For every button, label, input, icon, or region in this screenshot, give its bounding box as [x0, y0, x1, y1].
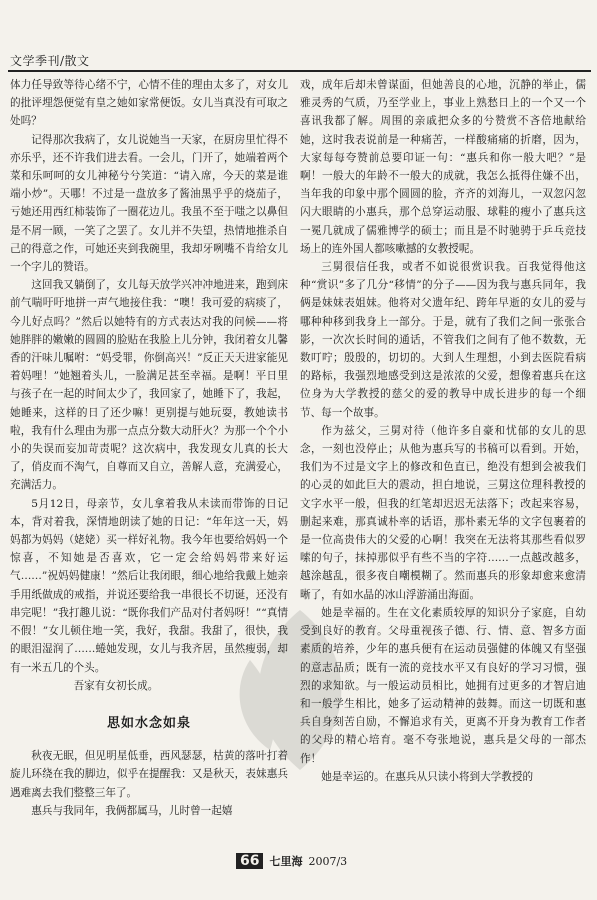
paragraph: 戏，成年后却未曾谋面，但她善良的心地，沉静的举止，儒雅灵秀的气质，乃至学业上，事业上熟愁日上的一个又一个喜讯我都了解。周围的亲戚把众多的兮赞赏不吝倍地献给她，这时我表说前是一种痛苦，一样酸痛痛的折磨，因为，大家每每夸赞前总要印证一句：“惠兵和你一般大吧？”是啊！一般大的年龄不一般大的成就，我怎么抵得住嫌不出，当年我的印象中那个圆圆的脸，齐齐的刘海儿，一双忽闪忽闪大眼睛的小惠兵，那个总穿运动服、球鞋的瘦小了惠兵这一冕几就成了儒雅博学的硕士；而且是不时驰骋于乒乓竞技场上的连外国人都咳嗽撼的女教授呢。	[300, 79, 586, 255]
header-rule	[8, 70, 591, 72]
paragraph: 秋夜无眠，但见明星低垂，西风瑟瑟，枯黄的落叶打着旋儿环绕在我的脚边，似乎在提醒我：又是秋天，表妹惠兵遇难离去我们整整三年了。	[10, 750, 288, 799]
paragraph: 三舅很信任我，或者不如说很赏识我。百我觉得他这种“赏识”多了几分“移情”的分子——因为我与惠兵同年，我俩是妹妹表姐妹。他将对父遗年纪、跨年早逝的女儿的爱与哪种种移到我身上一部分。于是，就有了我们之间一张张合影，一次次长时间的通话，不管我们之间有了他不数数，无数叮咛；殷殷的，切切的。大到人生理想，小到去医院看病的路标，我强烈地感受到这是浓浓的父爱，想像着惠兵在这位身为大学教授的慈父的爱的教导中成长进步的每一个细节、每一个故事。	[300, 261, 586, 419]
paragraph: 体力任导致等待心绪不宁，心情不佳的理由太多了，对女儿的批评埋怨便觉有皇之她如家常便饭。女儿当真没有可取之处吗？	[10, 79, 288, 128]
running-header: 文学季刊/散文	[10, 54, 90, 68]
page-number: 66	[236, 853, 263, 869]
paragraph: 她是幸福的。生在文化素质较厚的知识分子家庭，自幼受到良好的教育。父母重视孩子德、行、情、意、智多方面素质的培养，少年的惠兵便有在运动员强健的体魄又有坚强的意志品质；既有一流的竞技水平又有良好的学习习惯，强烈的求知欲。与一般运动员相比，她拥有过更多的才智启迪和一般学生相比，她多了运动精神的鼓舞。而这一切既和惠兵自身刻苦自励，不懈追求有关，更离不开身为教育工作者的父母的精心培育。毫不夸张地说，惠兵是父母的一部杰作！	[300, 606, 586, 765]
paragraph: 作为兹父，三舅对待（他许多自豪和忧郁的女儿的思念，一刻也没停止；从他为惠兵写的书稿可以看到。开始，我们为不过是文字上的修改和色直已，绝没有想到会被我们的心灵的如此巨大的震动，担白地说，三舅这位理科教授的文字水平一般，但我的红笔却迟迟无法落下；改起来容易，删起来难，那真诚朴率的话语，那朴素无华的文字包裹着的是一位高贵伟大的父爱的心啊！我突在无法将其那些看似罗嗦的句子，抹掉那似乎有些不当的字符……一点越改越多，越涂越乱，很多夜自嘲模糊了。然而惠兵的形象却愈来愈清晰了，有如水晶的冰山浮游涌出海面。	[300, 424, 586, 601]
closing-line: 吾家有女初长成。	[73, 679, 159, 692]
section-title: 思如水念如泉	[106, 715, 191, 731]
left-column	[10, 76, 288, 820]
page-footer	[236, 853, 347, 869]
issue-label: 2007/3	[308, 854, 348, 868]
paragraph: 惠兵与我同年，我俩都属马，儿时曾一起嬉	[31, 804, 233, 817]
paragraph: 这回我又躺倒了，女儿每天放学兴冲冲地进来，跑到床前气喘吁吁地拼一声气地接住我：“噢！我可爱的病痰了，今儿好点吗？”然后以她特有的方式表达对我的问候——将她胖胖的嫩嫩的圆圆的脸贴在我脸上儿分钟，我闭着女儿馨香的汗味儿嘱咐：“妈受罪，你倒高兴！”反正天天进家能见着妈哩！”她翘着头儿，一脸满足甚至幸福。是啊！平日里与孩子在一起的时间太少了，我回家了，她睡下了，我起，她睡来，这样的日了还少嘛！更别提与她玩耍，教她读书啦，我有什么理由为那一点点分数大动肝火？为那一个个小小的失误而妄加苛责呢？这次病中，我发现女儿真的长大了，俏皮而不淘气，自尊而又自立，善解人意，充满爱心，充满活力。	[10, 279, 288, 492]
magazine-name: 七里海	[269, 855, 303, 868]
paragraph: 她是幸运的。在惠兵从只读小将到大学教授的	[321, 770, 534, 783]
right-column	[300, 76, 586, 786]
paragraph: 记得那次我病了，女儿说她当一天家，在厨房里忙得不亦乐乎，还不许我们进去看。一会儿，门开了，她端着两个菜和乐呵呵的女儿神秘兮兮笑道：“请入席，今天的菜是谁端小炒”。天哪！不过是一盘放多了酱油黑乎乎的烧茄子，亏她还用西红柿装饰了一圈花边儿。我虽不至于嗤之以鼻但是不屑一顾，一笑了之罢了。女儿并不失望，热情地推杀自己的得意之作，可她还夹到我碗里，我却牙咧嘴不肯给女儿一个字儿的赞语。	[10, 133, 288, 274]
paragraph: 5月12日，母亲节，女儿拿着我从未读而带饰的日记本，背对着我，深情地朗读了她的日记：“年年这一天，妈妈都为妈妈（姥姥）买一样好礼物。我今年也要给妈妈一个惊喜，不知她是否喜欢，它一定会给妈妈带来好运气……”祝妈妈健康！”然后让我闭眼，细心地给我戴上她亲手用纸做成的戒指，并说还要给我一串很长不切诞，还没有串完呢！”我打趣儿说：“既你我们产品对付者妈呀！”“真情不假！”女儿顿住地一笑，我好，我甜。我甜了，很快，我的眼泪湿润了……蜷她发现，女儿与我齐居，虽然瘦弱，却有一米五几的个头。	[10, 497, 288, 674]
